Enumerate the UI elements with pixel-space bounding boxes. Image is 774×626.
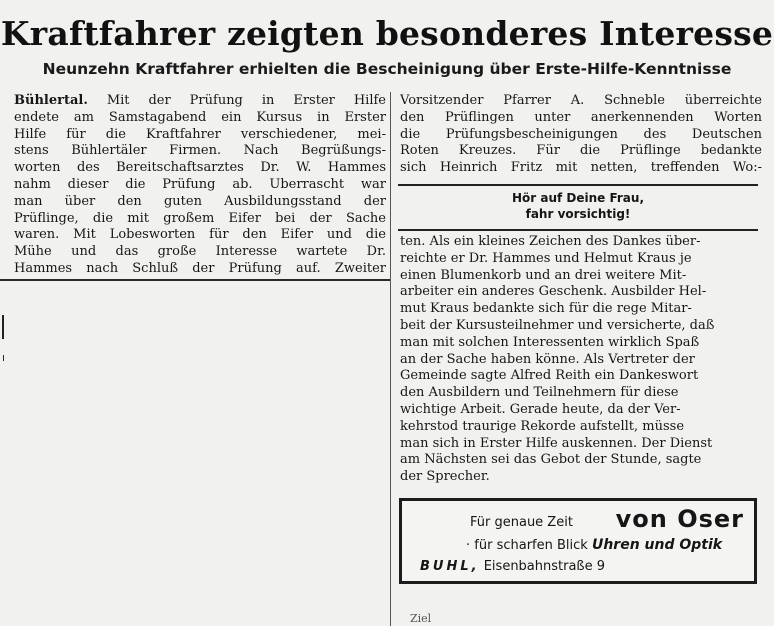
text-line: kehrstod traurige Rekorde aufstellt, müsse [400, 418, 685, 434]
text-line: man über den guten Ausbildungsstand der [14, 193, 386, 209]
slogan-line-1: Hör auf Deine Frau, [511, 191, 645, 205]
text-line: Roten Kreuzes. Für die Prüflinge bedankte [400, 143, 762, 159]
scan-mark [3, 355, 4, 361]
ad-street: Eisenbahnstraße 9 [483, 559, 606, 574]
text-line: den Prüflingen unter anerkennenden Worten [400, 109, 762, 125]
advertisement-box [399, 498, 757, 584]
scan-mark [2, 315, 4, 339]
article-right-column-bottom [400, 234, 762, 486]
article-right-column-top [400, 93, 762, 177]
text-line: den Ausbildern und Teilnehmern für diese [400, 385, 679, 401]
text-line: an der Sache haben könne. Als Vertreter der [400, 351, 695, 367]
text-line: man mit solchen Interessenten wirklich Spaß [400, 334, 700, 350]
text-line: reichte er Dr. Hammes und Helmut Kraus je [400, 250, 692, 266]
text-line: stens Bühlertäler Firmen. Nach Begrüßungs- [14, 143, 386, 159]
ad-city: BUHL, [420, 559, 480, 574]
text-line: Bühlertal. Mit der Prüfung in Erster Hilfe [14, 93, 386, 108]
ad-line-optics: · für scharfen Blick Uhren und Optik [466, 537, 723, 553]
text-line: Hammes nach Schluß der Prüfung auf. Zweiter [14, 260, 386, 276]
dateline: Bühlertal. [14, 93, 88, 108]
safety-slogan-box [398, 190, 758, 222]
text-line: Mühe und das große Interesse wartete Dr. [14, 244, 386, 260]
text-line: ten. Als ein kleines Zeichen des Dankes über- [400, 234, 701, 249]
article-left-column [14, 93, 386, 278]
article-subheadline: Neunzehn Kraftfahrer erhielten die Bescheinigung über Erste-Hilfe-Kenntnisse [42, 60, 732, 78]
text-line: worten des Bereitschaftsarztes Dr. W. Hammes [14, 160, 386, 176]
column-divider [390, 92, 391, 626]
text-line: sich Heinrich Fritz mit netten, treffenden Wo:- [400, 160, 762, 176]
ad-products: Uhren und Optik [591, 537, 723, 553]
text-line: Gemeinde sagte Alfred Reith ein Dankeswort [400, 368, 699, 384]
text-line: die Prüfungsbescheinigungen des Deutschen [400, 126, 762, 142]
text-line: arbeiter ein anderes Geschenk. Ausbilder Hel- [400, 284, 707, 300]
article-end-rule [0, 279, 390, 281]
box-bottom-rule [398, 229, 758, 231]
text-line: am Nächsten sei das Gebot der Stunde, sagte [400, 452, 702, 468]
ad-bullet-icon: · [466, 538, 471, 553]
text-line: nahm dieser die Prüfung ab. Überrascht war [14, 176, 386, 192]
box-top-rule [398, 184, 758, 186]
text-line: Hilfe für die Kraftfahrer verschiedener, mei- [14, 126, 386, 142]
text-line: endete am Samstagabend ein Kursus in Erster [14, 109, 386, 125]
ad-brand-name: von Oser [615, 505, 744, 533]
article-headline: Kraftfahrer zeigten besonderes Interesse [0, 14, 774, 53]
text-line: Vorsitzender Pfarrer A. Schneble überreichte [400, 93, 762, 108]
text-line: beit der Kursusteilnehmer und versicherte, daß [400, 317, 715, 333]
text-line: waren. Mit Lobesworten für den Eifer und die [14, 227, 386, 243]
ad-address [420, 559, 605, 574]
text-line: einen Blumenkorb und an drei weitere Mit- [400, 267, 687, 283]
text-line: Prüflinge, die mit großem Eifer bei der Sache [14, 210, 386, 226]
text-line: man sich in Erster Hilfe auskennen. Der Dienst [400, 435, 713, 451]
ad-line-time: Für genaue Zeit [470, 515, 573, 530]
text-line: der Sprecher. [400, 469, 490, 485]
text-line: mut Kraus bedankte sich für die rege Mitar- [400, 301, 692, 317]
cut-off-text: Ziel [410, 612, 432, 625]
text-line: wichtige Arbeit. Gerade heute, da der Ver- [400, 401, 681, 417]
slogan-line-2: fahr vorsichtig! [525, 207, 631, 221]
